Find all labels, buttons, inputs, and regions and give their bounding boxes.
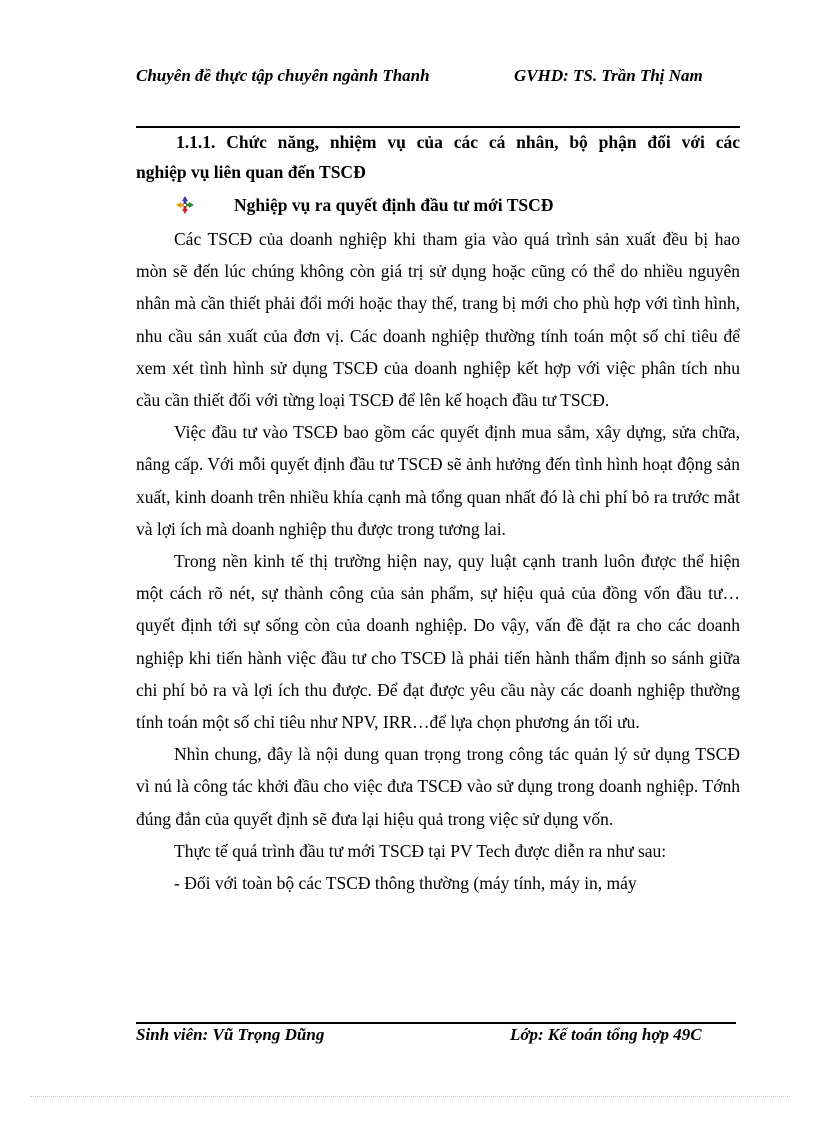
- footer-divider: [136, 1022, 736, 1024]
- section-heading-line2: nghiệp vụ liên quan đến TSCĐ: [136, 162, 366, 182]
- paragraph: Thực tế quá trình đầu tư mới TSCĐ tại PV Tech được diễn ra như sau:: [174, 840, 667, 861]
- header-left-title: Chuyên đề thực tập chuyên ngành Thanh: [136, 66, 430, 85]
- paragraph: Nhìn chung, đây là nội dung quan trọng trong công tác quản lý sử dụng TSCĐ vì nú là công tác khởi đầu cho việc đưa TSCĐ vào sử dụng trong doanh nghiệp. Tớnh đúng đắn của quyết định sẽ đưa lại hiệu quả trong việc sử dụng vốn.: [136, 744, 740, 829]
- footer-student: Sinh viên: Vũ Trọng Dũng: [136, 1025, 325, 1044]
- paragraph: - Đối với toàn bộ các TSCĐ thông thường (máy tính, máy in, máy: [174, 873, 637, 894]
- header-right-supervisor: GVHD: TS. Trần Thị Nam: [514, 66, 703, 85]
- four-arrows-icon: [176, 196, 194, 214]
- section-heading-line1: 1.1.1. Chức năng, nhiệm vụ của các cá nhân, bộ phận đối với các: [176, 132, 740, 152]
- page-bottom-edge: [30, 1096, 790, 1097]
- section-heading: [136, 127, 740, 187]
- paragraph: Các TSCĐ của doanh nghiệp khi tham gia vào quá trình sản xuất đều bị hao mòn sẽ đến lúc chúng không còn giá trị sử dụng hoặc cũng có thể do nhiều nguyên nhân mà cần thiết phải đổi mới hoặc thay thế, trang bị mới cho phù hợp với tình hình, nhu cầu sản xuất của đơn vị. Các doanh nghiệp thường tính toán một số chỉ tiêu để xem xét tình hình sử dụng TSCĐ của doanh nghiệp kết hợp với việc phân tích nhu cầu cần thiết đối với từng loại TSCĐ để lên kế hoạch đầu tư TSCĐ.: [136, 229, 740, 411]
- sub-heading-text: Nghiệp vụ ra quyết định đầu tư mới TSCĐ: [234, 194, 554, 215]
- paragraph: Việc đầu tư vào TSCĐ bao gồm các quyết định mua sắm, xây dựng, sửa chữa, nâng cấp. Với mỗi quyết định đầu tư TSCĐ sẽ ảnh hưởng đến tình hình hoạt động sản xuất, kinh doanh trên nhiều khía cạnh mà tổng quan nhất đó là chi phí bỏ ra trước mắt và lợi ích mà doanh nghiệp thu được trong tương lai.: [136, 422, 740, 539]
- paragraph: Trong nền kinh tế thị trường hiện nay, quy luật cạnh tranh luôn được thể hiện một cách rõ nét, sự thành công của sản phẩm, sự hiệu quả của đồng vốn đầu tư… quyết định tới sự sống còn của doanh nghiệp. Do vậy, vấn đề đặt ra cho các doanh nghiệp khi tiến hành việc đầu tư cho TSCĐ là phải tiến hành thẩm định so sánh giữa chi phí bỏ ra và lợi ích thu được. Để đạt được yêu cầu này các doanh nghiệp thường tính toán một số chỉ tiêu như NPV, IRR…để lựa chọn phương án tối ưu.: [136, 551, 740, 733]
- footer-class: Lớp: Kế toán tổng hợp 49C: [510, 1025, 702, 1044]
- body-text: [136, 223, 740, 899]
- sub-heading: [176, 190, 553, 220]
